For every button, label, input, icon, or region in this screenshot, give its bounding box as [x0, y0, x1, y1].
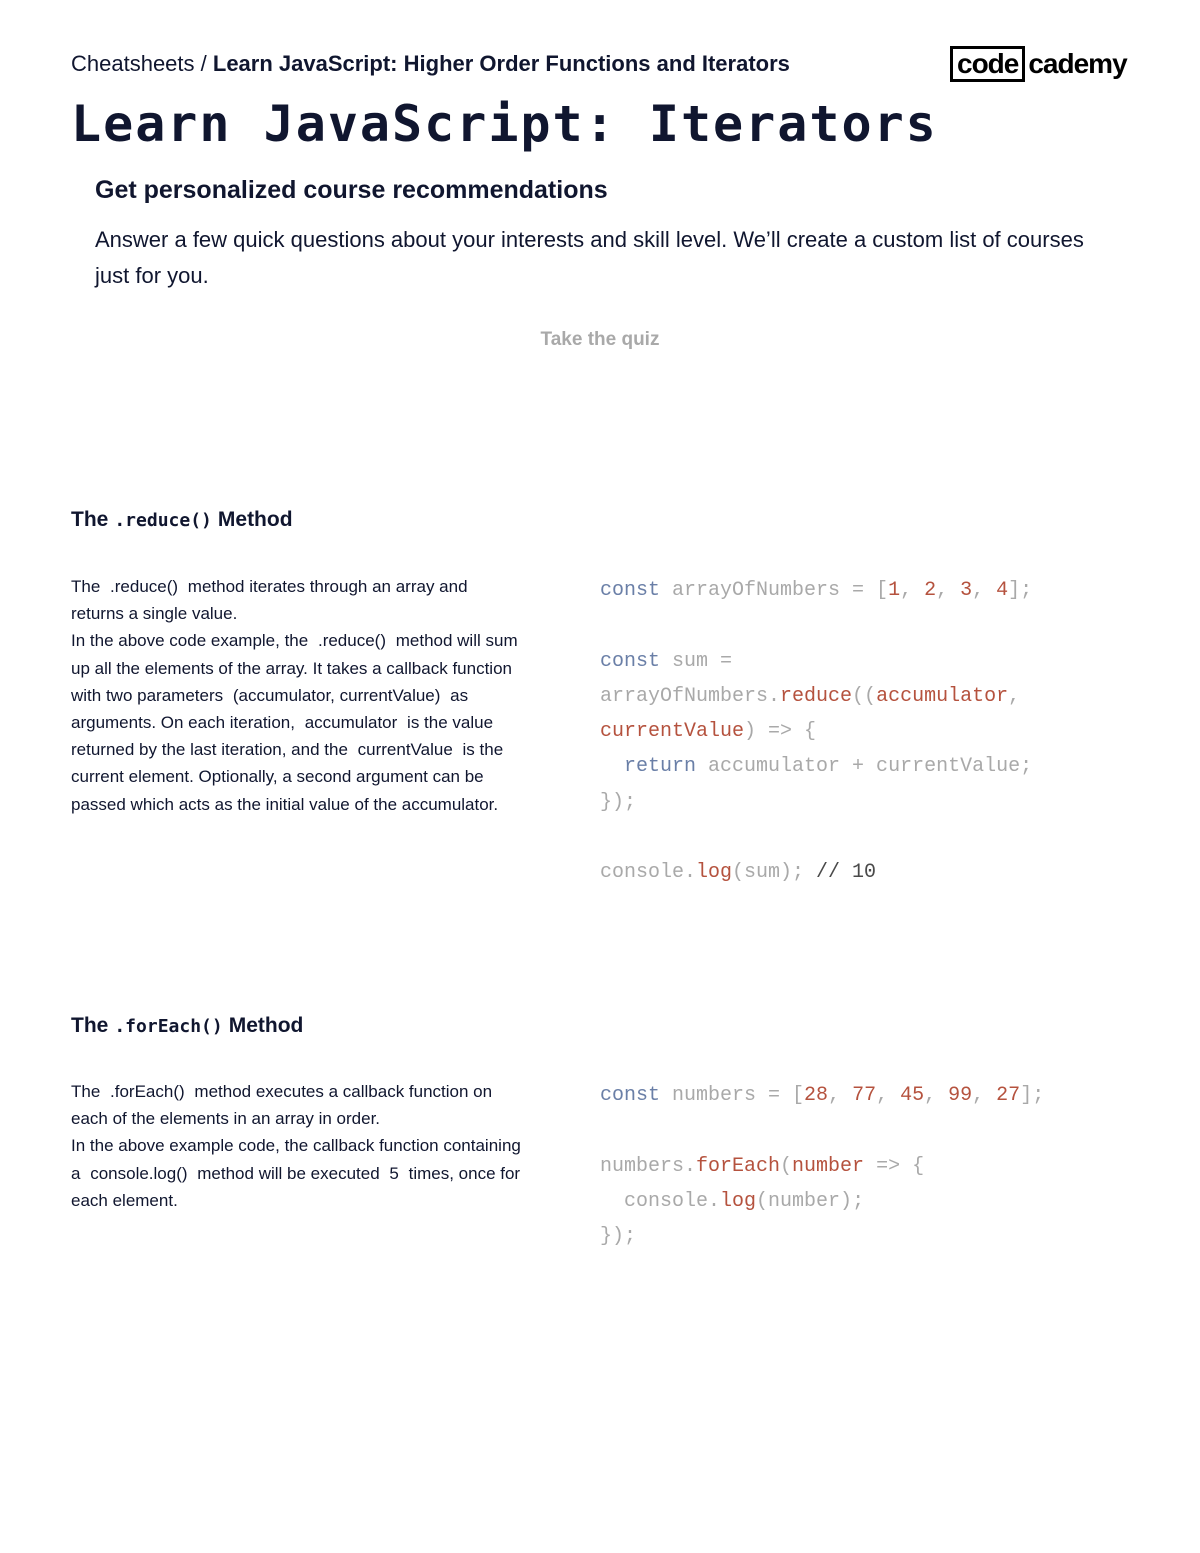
code-token: => { — [864, 1154, 925, 1178]
code-token: 45 — [900, 1084, 925, 1107]
code-token: 1 — [888, 579, 901, 602]
code-token: const — [600, 649, 661, 673]
inline-code: .forEach() — [110, 1082, 185, 1101]
code-token — [600, 1190, 624, 1213]
code-token: return — [624, 755, 697, 779]
foreach-description — [71, 1078, 521, 1214]
code-token: , — [876, 1084, 901, 1107]
desc-text: The — [71, 577, 101, 596]
desc-text: method will sum up all the elements of the array. It takes a callback function with two parameters — [71, 631, 518, 705]
inline-code: (accumulator, currentValue) — [232, 685, 441, 705]
section-title-reduce — [71, 505, 293, 536]
code-token: accumulator — [876, 684, 1009, 708]
promo-text: Answer a few quick questions about your interests and skill level. We’ll create a custom list of courses just for you. — [95, 227, 1084, 288]
breadcrumb-current: Learn JavaScript: Higher Order Functions and Iterators — [212, 51, 790, 76]
code-token: ]; — [1020, 1084, 1045, 1107]
code-token: ]; — [1008, 579, 1033, 602]
code-token: (number); — [756, 1189, 865, 1213]
code-token: reduce — [780, 684, 853, 708]
desc-text: The — [71, 1082, 101, 1101]
reduce-description — [71, 573, 521, 818]
code-token: , — [924, 1084, 949, 1107]
code-token: // 10 — [816, 861, 877, 885]
desc-text: as arguments. On each iteration, — [71, 685, 469, 733]
section-title-code: .reduce() — [114, 510, 212, 531]
code-token: , — [972, 579, 997, 602]
code-token: 4 — [996, 579, 1009, 602]
desc-text: is the current element. Optionally, a second argument can be passed which acts as the initial value of the accumulator. — [71, 740, 504, 814]
foreach-code-example — [600, 1078, 1044, 1254]
code-token: , — [1008, 684, 1021, 708]
breadcrumb-link-cheatsheets[interactable]: Cheatsheets — [71, 51, 195, 76]
inline-code: currentValue — [357, 740, 453, 760]
desc-text: times, once for each element. — [71, 1163, 521, 1210]
code-token: log — [696, 861, 733, 885]
code-token: arrayOfNumbers = [ — [660, 579, 889, 602]
desc-text: method iterates through an array and returns a single value. — [71, 577, 468, 624]
code-token: }); — [600, 790, 637, 814]
desc-text: method executes a callback function on each of the elements in an array in order. — [71, 1082, 493, 1129]
code-token: , — [828, 1084, 853, 1107]
desc-text: is the value returned by the last iteration, and the — [71, 713, 494, 760]
inline-code: accumulator — [304, 713, 398, 733]
code-token: 77 — [852, 1084, 877, 1107]
code-token: currentValue — [600, 720, 745, 744]
code-token: 28 — [804, 1084, 829, 1107]
section-title-prefix: The — [71, 508, 109, 531]
section-title-prefix: The — [71, 1014, 109, 1037]
reduce-code-example — [600, 573, 1032, 891]
code-token: (( — [852, 684, 877, 708]
code-token: 27 — [996, 1084, 1021, 1107]
code-token: forEach — [696, 1154, 781, 1178]
breadcrumb-separator: / — [194, 51, 213, 76]
code-token: 99 — [948, 1084, 973, 1107]
code-token: console. — [624, 1189, 721, 1213]
desc-text: In the above example code, the callback function containing a — [71, 1136, 521, 1183]
promo-heading: Get personalized course recommendations — [95, 176, 608, 204]
codecademy-logo[interactable] — [950, 46, 1127, 82]
code-token: const — [600, 579, 661, 602]
code-token: , — [900, 579, 925, 602]
code-token: number — [792, 1154, 865, 1178]
code-token: }); — [600, 1225, 637, 1249]
code-token: sum = — [660, 649, 733, 673]
inline-code: .reduce() — [317, 631, 386, 651]
code-token: , — [972, 1084, 997, 1107]
code-token: 3 — [960, 579, 973, 602]
desc-text: In the above code example, the — [71, 631, 309, 651]
code-token: numbers. — [600, 1154, 697, 1178]
code-token: ( — [780, 1154, 793, 1178]
take-quiz-button[interactable]: Take the quiz — [500, 324, 700, 356]
desc-text: method will be executed — [197, 1163, 380, 1183]
inline-code: console.log() — [90, 1163, 188, 1183]
code-token: console. — [600, 861, 697, 885]
code-token: const — [600, 1084, 661, 1107]
breadcrumb — [71, 50, 790, 78]
inline-code: .reduce() — [110, 577, 179, 596]
page-title: Learn JavaScript: Iterators — [71, 95, 938, 153]
code-token: (sum); — [732, 861, 817, 885]
section-title-suffix: Method — [217, 508, 293, 531]
logo-cademy-part: cademy — [1028, 48, 1127, 79]
section-title-suffix: Method — [228, 1014, 304, 1037]
code-token: log — [720, 1189, 757, 1213]
code-token: , — [936, 579, 961, 602]
inline-code: 5 — [389, 1163, 399, 1183]
code-token: ) => { — [744, 720, 817, 744]
code-token — [600, 755, 624, 778]
logo-code-part: code — [950, 46, 1025, 82]
code-token: 2 — [924, 579, 937, 602]
section-title-code: .forEach() — [114, 1016, 223, 1037]
code-token: accumulator + currentValue; — [696, 755, 1033, 779]
section-title-foreach — [71, 1011, 303, 1042]
code-token: arrayOfNumbers. — [600, 684, 781, 708]
code-token: numbers = [ — [660, 1084, 805, 1107]
